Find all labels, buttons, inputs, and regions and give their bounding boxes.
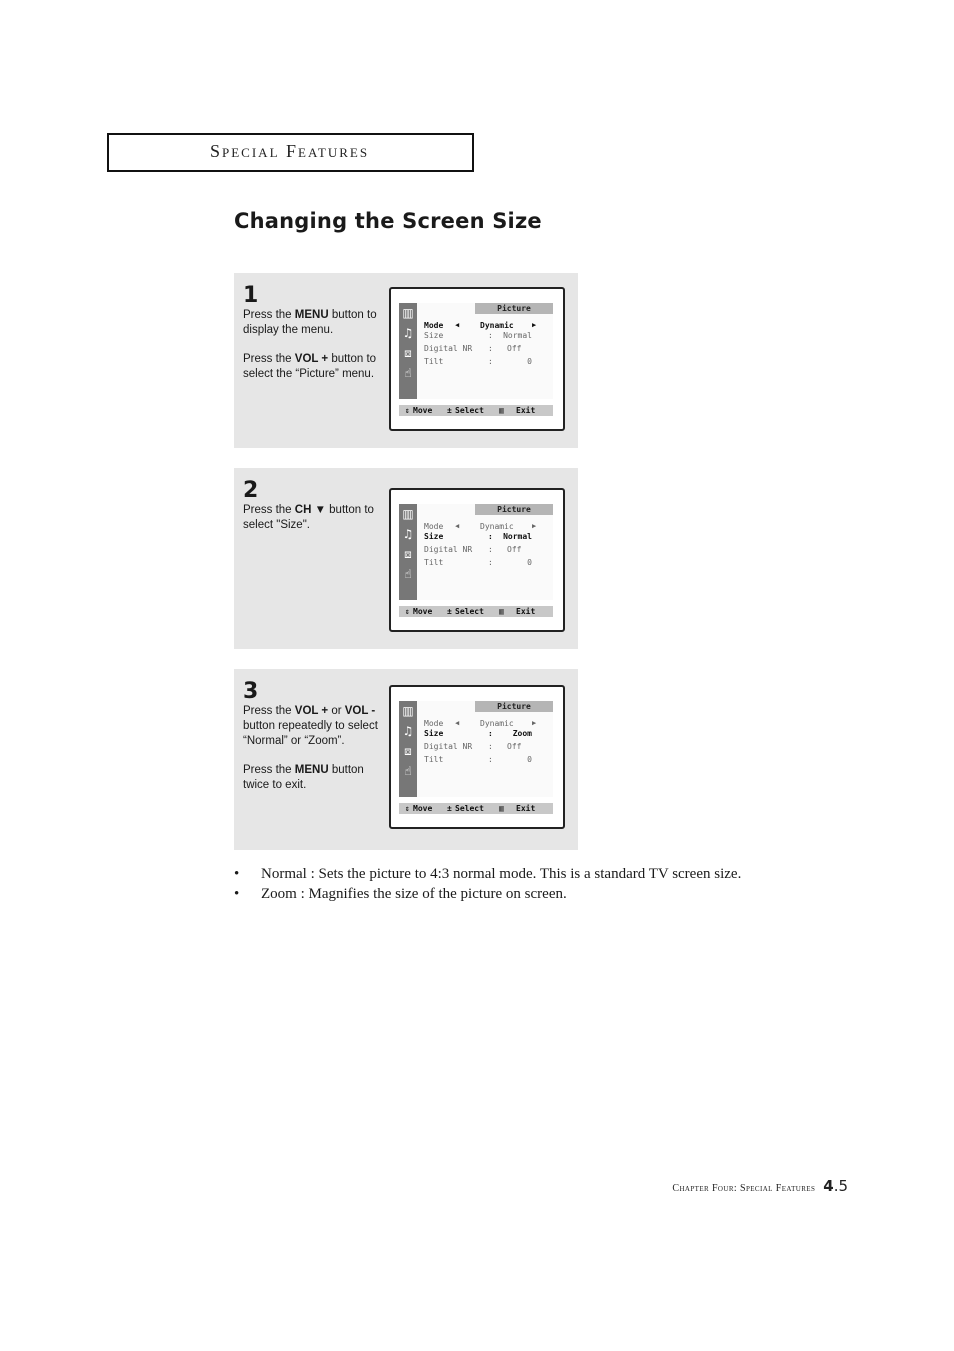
menu-row-value: Off xyxy=(507,545,522,554)
select-label: Select xyxy=(455,804,484,813)
bullet-list xyxy=(234,864,874,904)
menu-row-label: Size xyxy=(424,729,444,738)
exit-label: Exit xyxy=(516,406,536,415)
instruction-text: or xyxy=(328,705,345,717)
menu-row-value: Off xyxy=(507,742,522,751)
move-label: Move xyxy=(413,607,433,616)
menu-title: Picture xyxy=(475,504,553,515)
channel-icon: ⧈ xyxy=(404,346,412,360)
exit-label: Exit xyxy=(516,607,536,616)
menu-icon: ▥ xyxy=(499,804,504,813)
menu-row-label: Mode xyxy=(424,719,444,728)
setup-icon: ☝ xyxy=(404,764,412,778)
menu-row-label: Tilt xyxy=(424,755,444,764)
bullet-dot: • xyxy=(234,886,240,902)
menu-help-bar xyxy=(399,405,553,416)
button-name: CH ▼ xyxy=(294,504,326,516)
page-number xyxy=(823,1177,848,1195)
step-panel-2 xyxy=(234,468,578,649)
menu-row-tilt xyxy=(424,754,549,765)
button-name: VOL + xyxy=(294,705,329,717)
setup-icon: ☝ xyxy=(404,366,412,380)
menu-row-separator: : xyxy=(488,357,493,366)
menu-row-label: Mode xyxy=(424,321,444,330)
tv-menu-screen xyxy=(389,685,565,829)
page-number-minor: .5 xyxy=(833,1177,848,1195)
menu-row-dnr xyxy=(424,343,549,354)
footer-chapter: Chapter Four: Special Features xyxy=(672,1183,816,1194)
button-name: VOL + xyxy=(294,353,329,365)
menu-row-value: 0 xyxy=(527,755,532,764)
instruction-paragraph xyxy=(243,503,383,533)
arrow-right-icon: ▶ xyxy=(532,719,537,727)
plus-minus-icon: ± xyxy=(447,406,452,415)
channel-icon: ⧈ xyxy=(404,744,412,758)
instruction-paragraph xyxy=(243,704,383,749)
step-number: 1 xyxy=(243,283,259,308)
menu-title: Picture xyxy=(475,701,553,712)
bullet-item xyxy=(234,864,874,884)
arrow-left-icon: ◀ xyxy=(455,522,460,530)
menu-panel xyxy=(417,303,553,399)
bullet-text: Zoom : Magnifies the size of the picture on screen. xyxy=(261,886,567,902)
picture-icon: ▥ xyxy=(402,704,414,718)
menu-row-size xyxy=(424,728,549,739)
menu-row-separator: : xyxy=(488,742,493,751)
step-panel-1 xyxy=(234,273,578,448)
instruction-text: button twice to exit. xyxy=(243,764,364,791)
menu-row-size xyxy=(424,531,549,542)
menu-row-separator: : xyxy=(488,755,493,764)
bullet-item xyxy=(234,884,874,904)
page-footer xyxy=(672,1177,848,1196)
exit-label: Exit xyxy=(516,804,536,813)
menu-row-separator: : xyxy=(488,532,493,541)
instruction-paragraph xyxy=(243,763,383,793)
step-number: 3 xyxy=(243,679,259,704)
move-label: Move xyxy=(413,804,433,813)
menu-category-sidebar xyxy=(399,303,417,399)
instruction-text: Press the xyxy=(243,504,295,516)
tv-menu-screen xyxy=(389,488,565,632)
menu-row-label: Size xyxy=(424,532,444,541)
instruction-text: Press the xyxy=(243,353,295,365)
instruction-paragraph xyxy=(243,308,383,338)
menu-row-separator: : xyxy=(488,344,493,353)
instruction-text: button to select the “Picture” menu. xyxy=(243,353,377,380)
setup-icon: ☝ xyxy=(404,567,412,581)
menu-row-dnr xyxy=(424,741,549,752)
menu-row-value: Zoom xyxy=(512,729,532,738)
up-down-icon: ⇕ xyxy=(405,804,410,813)
tv-menu-screen xyxy=(389,287,565,431)
button-name: VOL - xyxy=(344,705,376,717)
menu-row-label: Digital NR xyxy=(424,545,473,554)
menu-row-size xyxy=(424,330,549,341)
menu-row-label: Mode xyxy=(424,522,444,531)
sound-icon: ♫ xyxy=(402,724,414,738)
menu-row-separator: : xyxy=(488,729,493,738)
menu-title: Picture xyxy=(475,303,553,314)
arrow-right-icon: ▶ xyxy=(532,522,537,530)
menu-help-bar xyxy=(399,803,553,814)
menu-help-bar xyxy=(399,606,553,617)
sound-icon: ♫ xyxy=(402,527,414,541)
channel-icon: ⧈ xyxy=(404,547,412,561)
step-panel-3 xyxy=(234,669,578,850)
bullet-text: Normal : Sets the picture to 4:3 normal mode. This is a standard TV screen size. xyxy=(261,866,742,882)
instruction-text: Press the xyxy=(243,705,295,717)
instruction-paragraph xyxy=(243,352,383,382)
instruction-text: button to display the menu. xyxy=(243,309,377,336)
instruction-text: button repeatedly to select “Normal” or “Zoom”. xyxy=(243,720,378,747)
menu-row-label: Size xyxy=(424,331,444,340)
menu-row-separator: : xyxy=(488,545,493,554)
menu-row-value: Dynamic xyxy=(480,719,514,728)
instruction-text: Press the xyxy=(243,309,295,321)
step-instructions xyxy=(243,704,383,807)
menu-row-label: Digital NR xyxy=(424,742,473,751)
plus-minus-icon: ± xyxy=(447,607,452,616)
picture-icon: ▥ xyxy=(402,507,414,521)
select-label: Select xyxy=(455,607,484,616)
menu-panel xyxy=(417,504,553,600)
menu-row-dnr xyxy=(424,544,549,555)
menu-icon: ▥ xyxy=(499,406,504,415)
sound-icon: ♫ xyxy=(402,326,414,340)
picture-icon: ▥ xyxy=(402,306,414,320)
up-down-icon: ⇕ xyxy=(405,406,410,415)
menu-row-tilt xyxy=(424,557,549,568)
arrow-right-icon: ▶ xyxy=(532,321,537,329)
menu-category-sidebar xyxy=(399,701,417,797)
button-name: MENU xyxy=(294,309,329,321)
menu-row-label: Tilt xyxy=(424,357,444,366)
button-name: MENU xyxy=(294,764,329,776)
menu-row-value: Off xyxy=(507,344,522,353)
plus-minus-icon: ± xyxy=(447,804,452,813)
menu-row-value: Normal xyxy=(503,331,532,340)
page-heading: Changing the Screen Size xyxy=(234,209,542,233)
step-instructions xyxy=(243,308,383,396)
menu-row-value: 0 xyxy=(527,357,532,366)
section-title: Special Features xyxy=(210,141,370,161)
menu-row-separator: : xyxy=(488,331,493,340)
menu-panel xyxy=(417,701,553,797)
menu-category-sidebar xyxy=(399,504,417,600)
page-number-major: 4 xyxy=(823,1177,834,1195)
menu-row-tilt xyxy=(424,356,549,367)
menu-row-value: Dynamic xyxy=(480,321,514,330)
menu-icon: ▥ xyxy=(499,607,504,616)
instruction-text: Press the xyxy=(243,764,295,776)
step-number: 2 xyxy=(243,478,259,503)
menu-row-value: 0 xyxy=(527,558,532,567)
arrow-left-icon: ◀ xyxy=(455,321,460,329)
select-label: Select xyxy=(455,406,484,415)
up-down-icon: ⇕ xyxy=(405,607,410,616)
menu-row-separator: : xyxy=(488,558,493,567)
arrow-left-icon: ◀ xyxy=(455,719,460,727)
menu-row-value: Normal xyxy=(503,532,532,541)
step-instructions xyxy=(243,503,383,547)
menu-row-label: Tilt xyxy=(424,558,444,567)
menu-row-label: Digital NR xyxy=(424,344,473,353)
bullet-dot: • xyxy=(234,866,240,882)
instruction-text: button to select "Size". xyxy=(243,504,374,531)
move-label: Move xyxy=(413,406,433,415)
menu-row-value: Dynamic xyxy=(480,522,514,531)
